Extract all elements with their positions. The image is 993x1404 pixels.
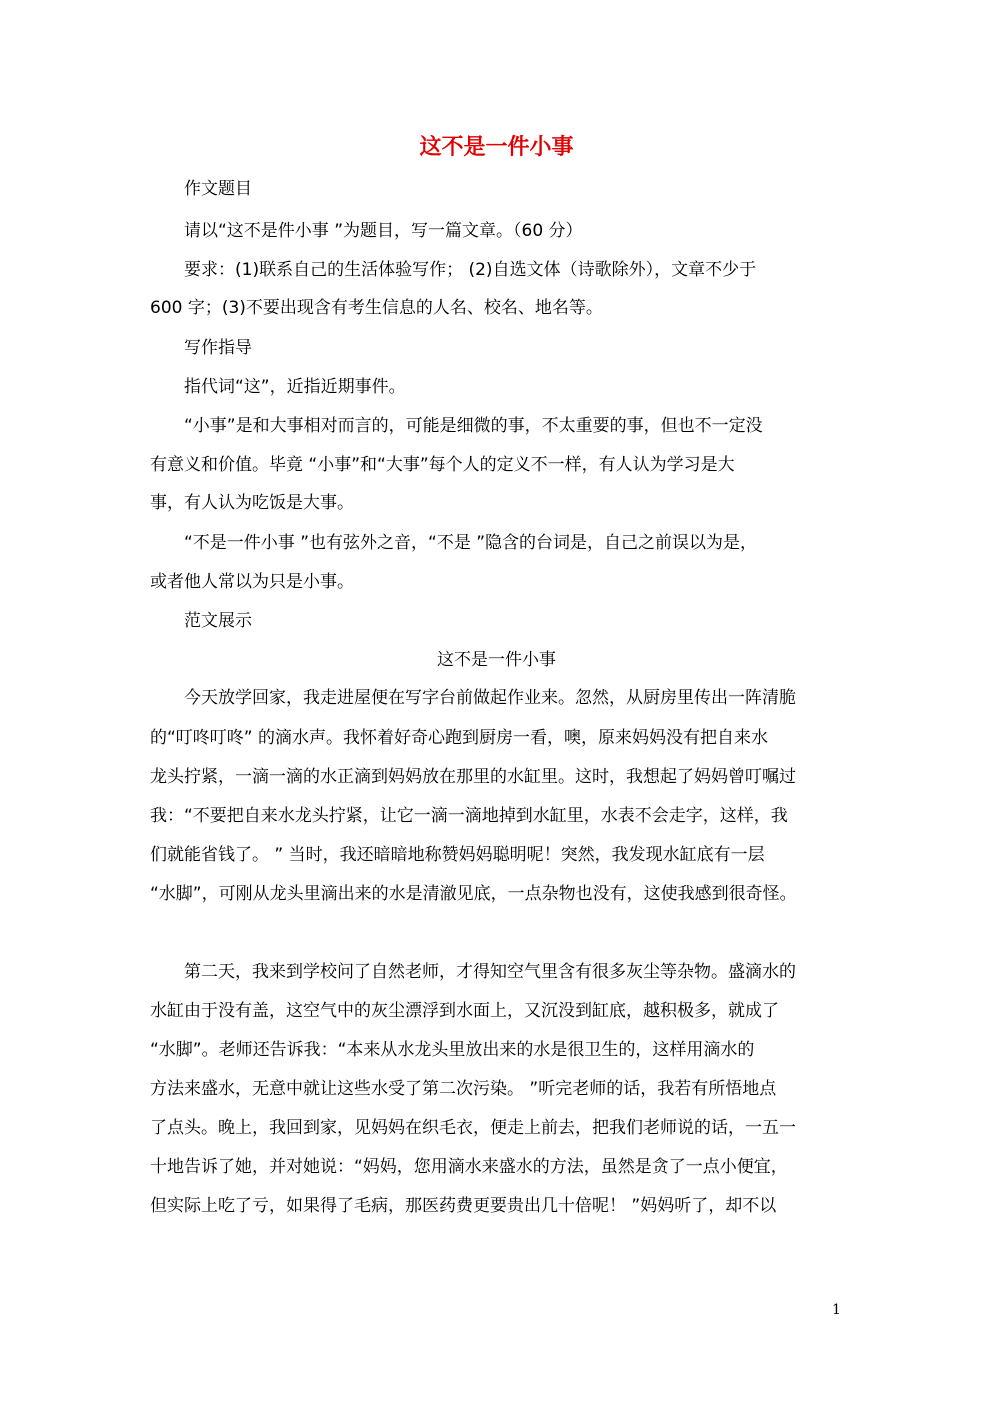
- paragraph-line: 们就能省钱了。 ” 当时，我还暗暗地称赞妈妈聪明呢！突然，我发现水缸底有一层: [150, 845, 765, 865]
- section-heading-guide: 写作指导: [184, 338, 252, 358]
- paragraph-line: 龙头拧紧，一滴一滴的水正滴到妈妈放在那里的水缸里。这时，我想起了妈妈曾叮嘱过: [150, 767, 796, 787]
- paragraph-line: 第二天，我来到学校问了自然老师，才得知空气里含有很多灰尘等杂物。盛滴水的: [184, 962, 796, 982]
- paragraph-line: 十地告诉了她，并对她说：“妈妈，您用滴水来盛水的方法，虽然是贪了一点小便宜，: [150, 1157, 788, 1177]
- page-number: 1: [832, 1302, 841, 1318]
- paragraph-line: 的“叮咚叮咚” 的滴水声。我怀着好奇心跑到厨房一看，噢，原来妈妈没有把自来水: [150, 728, 769, 748]
- paragraph-line: 要求：(1)联系自己的生活体验写作； (2)自选文体（诗歌除外），文章不少于: [184, 260, 757, 280]
- essay-title: 这不是一件小事: [437, 650, 556, 670]
- paragraph-line: “水脚”，可刚从龙头里滴出来的水是清澈见底，一点杂物也没有，这使我感到很奇怪。: [150, 884, 797, 904]
- section-heading-topic: 作文题目: [184, 179, 252, 199]
- paragraph-line: 或者他人常以为只是小事。: [150, 572, 354, 592]
- paragraph-line: 指代词“这”，近指近期事件。: [184, 377, 406, 397]
- paragraph-line: 请以“这不是件小事 ”为题目，写一篇文章。（60 分）: [184, 221, 583, 241]
- document-title: 这不是一件小事: [419, 134, 574, 160]
- paragraph-line: 今天放学回家，我走进屋便在写字台前做起作业来。忽然，从厨房里传出一阵清脆: [184, 688, 796, 708]
- paragraph-line: “小事”是和大事相对而言的，可能是细微的事，不太重要的事，但也不一定没: [184, 416, 763, 436]
- paragraph-line: “不是一件小事 ”也有弦外之音，“不是 ”隐含的台词是，自己之前误以为是，: [184, 533, 758, 553]
- paragraph-line: 我：“不要把自来水龙头拧紧，让它一滴一滴地掉到水缸里，水表不会走字，这样，我: [150, 806, 788, 826]
- paragraph-line: 但实际上吃了亏，如果得了毛病，那医药费更要贵出几十倍呢！ ”妈妈听了，却不以: [150, 1196, 777, 1216]
- paragraph-line: 方法来盛水，无意中就让这些水受了第二次污染。 ”听完老师的话，我若有所悟地点: [150, 1079, 777, 1099]
- paragraph-line: 水缸由于没有盖，这空气中的灰尘漂浮到水面上，又沉没到缸底，越积极多，就成了: [150, 1001, 779, 1021]
- paragraph-line: 事，有人认为吃饭是大事。: [150, 493, 354, 513]
- paragraph-line: 600 字；(3)不要出现含有考生信息的人名、校名、地名等。: [150, 298, 603, 318]
- paragraph-line: “水脚”。老师还告诉我：“本来从水龙头里放出来的水是很卫生的，这样用滴水的: [150, 1040, 755, 1060]
- section-heading-sample: 范文展示: [184, 611, 252, 631]
- paragraph-line: 了点头。晚上，我回到家，见妈妈在织毛衣，便走上前去，把我们老师说的话，一五一: [150, 1118, 796, 1138]
- paragraph-line: 有意义和价值。毕竟 “小事”和“大事”每个人的定义不一样，有人认为学习是大: [150, 455, 735, 475]
